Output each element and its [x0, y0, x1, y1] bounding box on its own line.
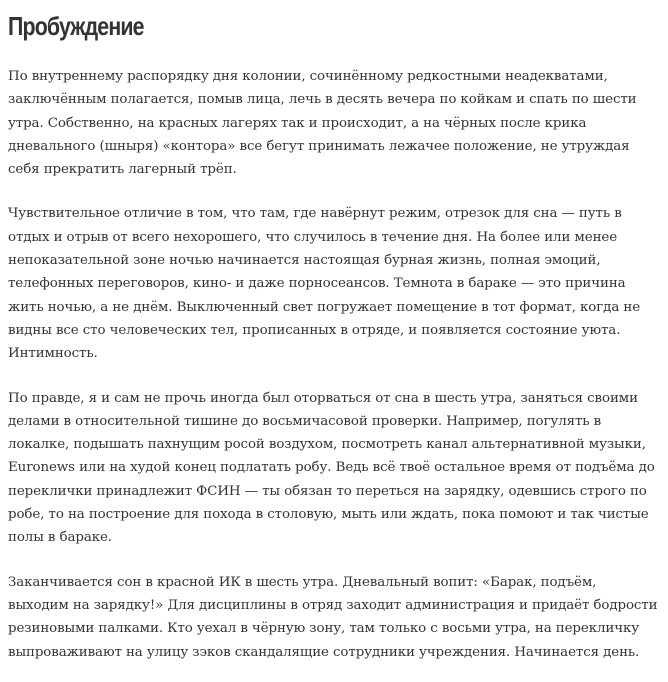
article-paragraph-4: Заканчивается сон в красной ИК в шесть утра. Дневальный вопит: «Барак, подъём, выходим на зарядку!» Для дисциплины в отряд заходит администрация и придаёт бодрости резиновыми палками. Кто уехал в чёрную зону, там только с восьми утра, на перекличку выпроваживают на улицу зэков скандалящие сотрудники учреждения. Начинается день. — [8, 574, 658, 660]
article-paragraph-1: По внутреннему распорядку дня колонии, сочинённому редкостными неадекватами, заключённым полагается, помыв лица, лечь в десять вечера по койкам и спать по шести утра. Собственно, на красных лагерях так и происходит, а на чёрных после крика дневального (шныря) «контора» все бегут принимать лежачее положение, не утруждая себя прекратить лагерный трёп. — [8, 69, 637, 178]
article-title: Пробуждение — [8, 11, 144, 41]
article — [8, 0, 660, 664]
article-paragraph-2: Чувствительное отличие в том, что там, где навёрнут режим, отрезок для сна — путь в отдых и отрыв от всего нехорошего, что случилось в течение дня. На более или менее непоказательной зоне ночью начинается настоящая бурная жизнь, полная эмоций, телефонных переговоров, кино- и даже порносеансов. Темнота в бараке — это причина жить ночью, а не днём. Выключенный свет погружает помещение в тот формат, когда не видны все сто человеческих тел, прописанных в отряде, и появляется состояние уюта. Интимность. — [8, 206, 641, 362]
article-paragraph-3: По правде, я и сам не прочь иногда был оторваться от сна в шесть утра, заняться своими делами в относительной тишине до восьмичасовой проверки. Например, погулять в локалке, подышать пахнущим росой воздухом, посмотреть канал альтернативной музыки, Euronews или на худой конец подлатать робу. Ведь всё твоё остальное время от подъёма до переклички принадлежит ФСИН — ты обязан то переться на зарядку, одевшись строго по робе, то на построение для похода в столовую, мыть или ждать, пока помоют и так чистые полы в бараке. — [8, 390, 655, 546]
